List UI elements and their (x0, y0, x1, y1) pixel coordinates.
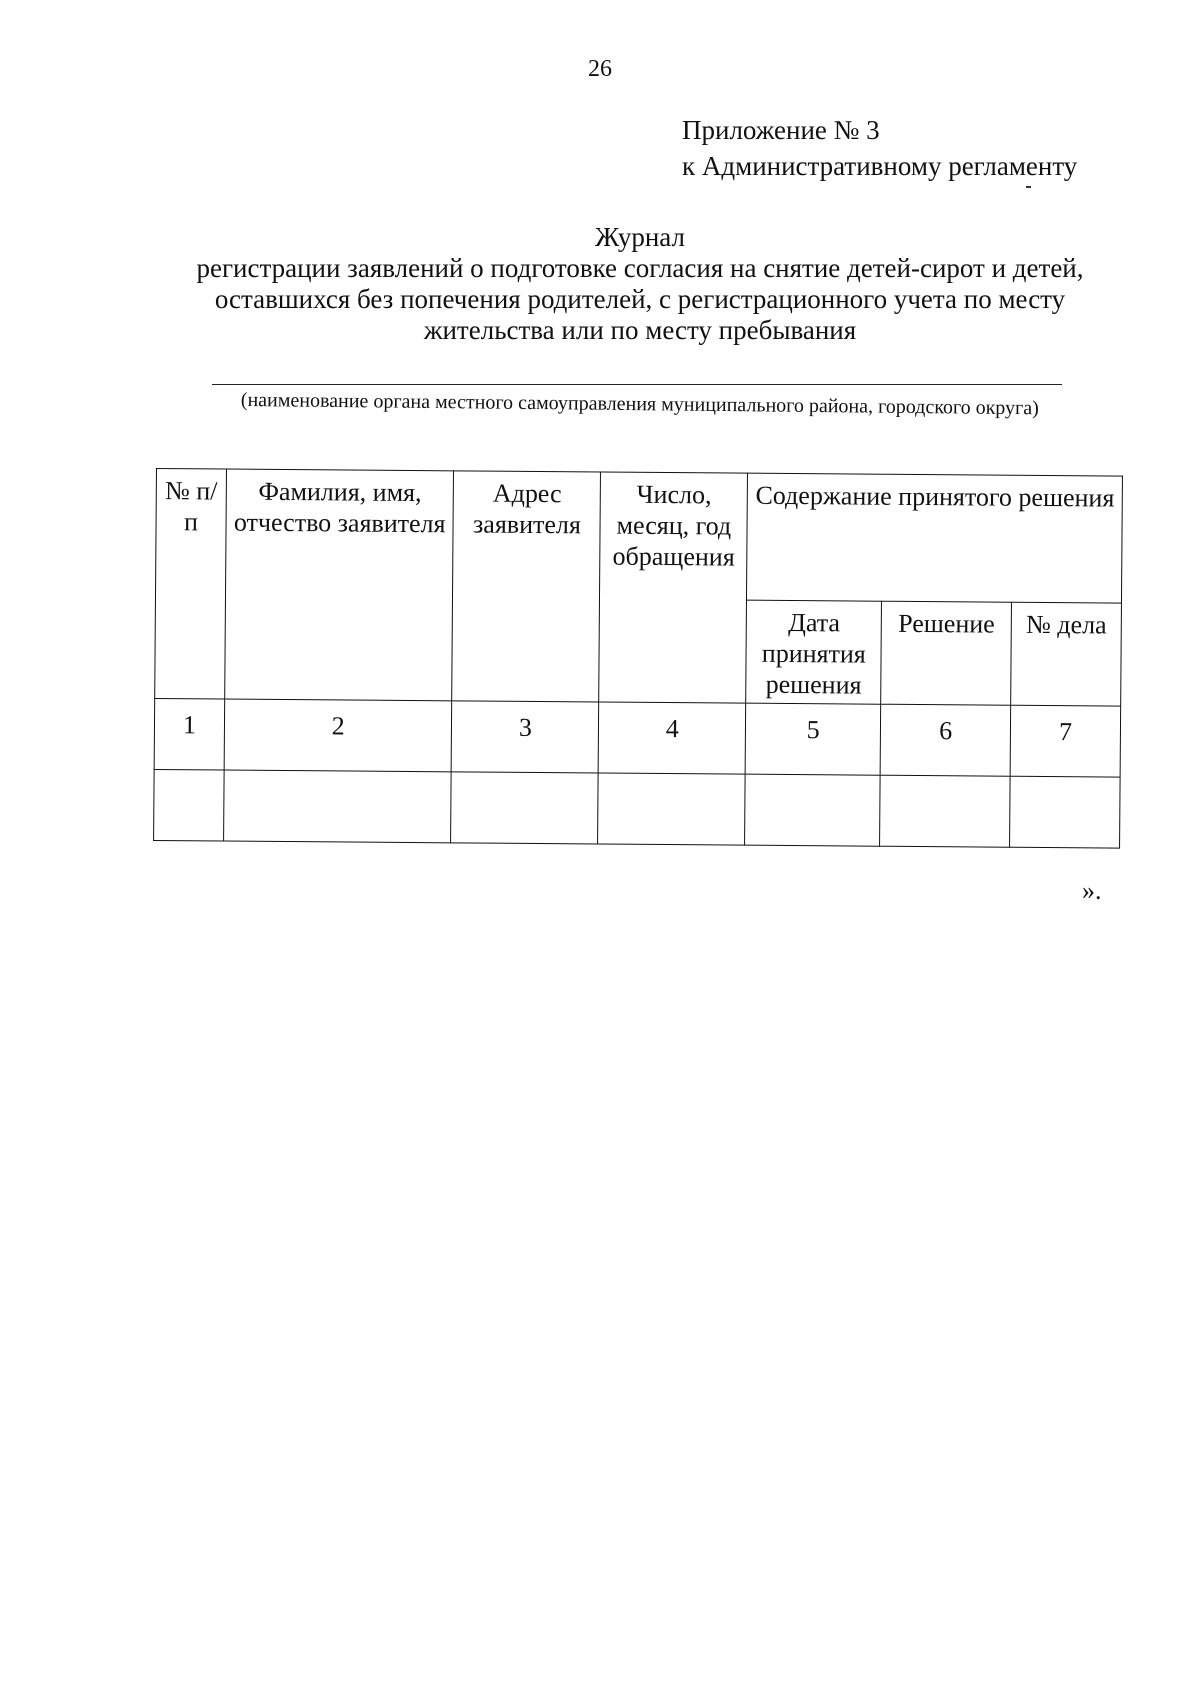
column-number: 4 (598, 702, 745, 774)
appendix-note (682, 112, 1077, 184)
empty-cell (451, 772, 598, 844)
page-number: 26 (588, 56, 612, 82)
header-decision: Решение (881, 601, 1012, 705)
empty-entry-row (154, 769, 1121, 848)
empty-cell (598, 773, 745, 845)
header-application-date: Число, месяц, год обращения (599, 472, 748, 703)
org-caption: (наименование органа местного самоуправления муниципального района, городского округа) (240, 388, 1039, 420)
org-name-line (212, 384, 1062, 385)
title-line-3: жительства или по месту пребывания (423, 315, 857, 345)
tick-mark (1026, 186, 1031, 188)
empty-cell (1010, 776, 1120, 848)
empty-cell (154, 769, 224, 841)
title-block (150, 222, 1130, 346)
empty-cell (880, 775, 1010, 847)
column-number: 2 (224, 699, 452, 772)
header-number: № п/п (155, 469, 227, 700)
appendix-line-1: Приложение № 3 (682, 115, 880, 145)
title-line-1: регистрации заявлений о подготовке согласия на снятие детей-сирот и детей, (196, 253, 1084, 283)
header-row (155, 469, 1122, 604)
column-number: 1 (154, 698, 224, 770)
closing-quote: ». (1082, 876, 1102, 905)
header-applicant-address: Адрес заявителя (452, 471, 601, 702)
column-number: 7 (1010, 705, 1120, 777)
journal-table (153, 468, 1123, 849)
column-number: 3 (452, 701, 599, 773)
title-line-2: оставшихся без попечения родителей, с регистрационного учета по месту (214, 284, 1066, 314)
header-decision-content: Содержание принятого решения (747, 473, 1123, 603)
column-number: 6 (880, 704, 1010, 776)
column-number-row (154, 698, 1121, 777)
column-number: 5 (745, 703, 880, 775)
header-applicant-name: Фамилия, имя, отчество заявителя (225, 469, 454, 701)
journal-heading: Журнал (594, 222, 686, 252)
header-decision-date: Дата принятия решения (746, 600, 882, 704)
appendix-line-2: к Административному регламенту (682, 151, 1078, 181)
header-case-number: № дела (1011, 602, 1122, 706)
empty-cell (223, 770, 451, 843)
empty-cell (745, 774, 880, 846)
